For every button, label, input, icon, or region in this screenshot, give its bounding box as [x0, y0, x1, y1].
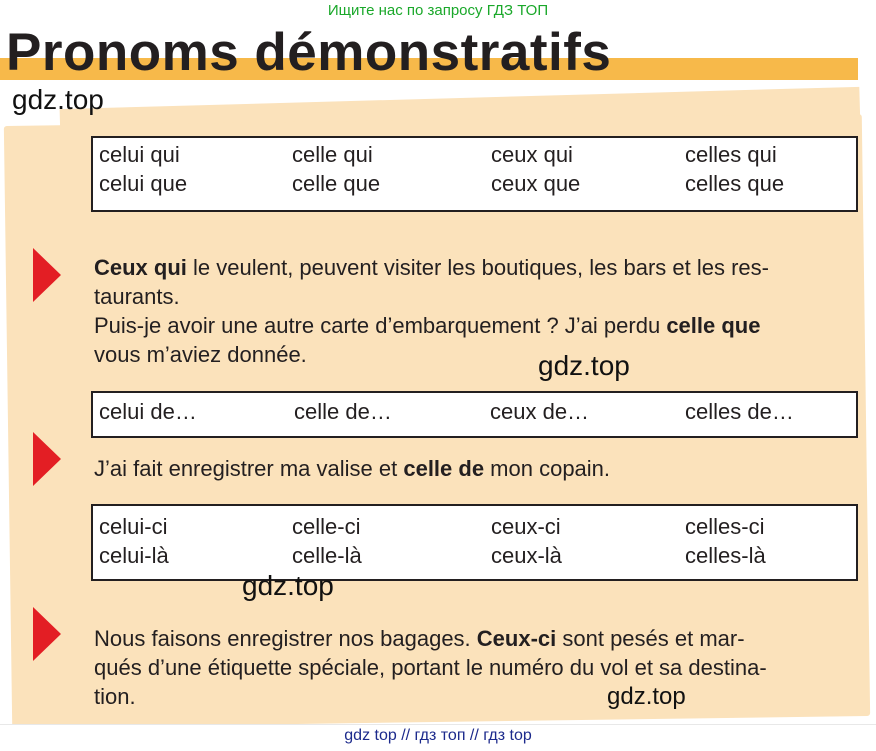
table-row	[93, 397, 856, 426]
table-cell: celles que	[685, 171, 785, 196]
table-cell: ceux qui	[491, 142, 573, 167]
table-cell: celle de…	[294, 399, 392, 424]
table-cell: celles qui	[685, 142, 777, 167]
highlight-pronoun: celle de	[403, 456, 485, 481]
table-cell: ceux-là	[491, 543, 562, 568]
example-line: vous m’aviez donnée.	[94, 342, 307, 367]
table-cell: celles de…	[685, 399, 794, 424]
table-row	[93, 541, 856, 570]
example-text: sont pesés et mar-	[556, 626, 745, 651]
table-cell: celui que	[99, 171, 188, 196]
example-line	[94, 311, 854, 340]
watermark: gdz.top	[607, 683, 686, 710]
table-cell: celui-là	[99, 543, 169, 568]
red-arrow-icon	[33, 607, 61, 661]
watermark: gdz.top	[12, 84, 104, 115]
table-cell: celui qui	[99, 142, 180, 167]
top-banner[interactable]: Ищите нас по запросу ГДЗ ТОП	[327, 2, 549, 19]
table-row	[93, 140, 856, 169]
table-cell: celle-ci	[292, 514, 361, 539]
pronoun-table-ci-la	[91, 504, 858, 581]
example-text: Nous faisons enregistrer nos bagages.	[94, 626, 477, 651]
red-arrow-icon	[33, 432, 61, 486]
example-line	[94, 624, 854, 653]
example-paragraph-2	[94, 454, 854, 483]
red-arrow-icon	[33, 248, 61, 302]
example-text: Puis-je avoir une autre carte d’embarquement ? J’ai perdu	[94, 313, 667, 338]
table-cell: celui-ci	[99, 514, 168, 539]
pronoun-table-qui-que	[91, 136, 858, 212]
table-cell: celles-ci	[685, 514, 765, 539]
example-line: tion.	[94, 684, 136, 709]
table-cell: ceux de…	[490, 399, 590, 424]
table-cell: celle-là	[292, 543, 362, 568]
example-text: J’ai fait enregistrer ma valise et	[94, 456, 404, 481]
highlight-pronoun: Ceux-ci	[476, 626, 557, 651]
example-text: mon copain.	[484, 456, 611, 481]
example-text: le veulent, peuvent visiter les boutiques, les bars et les res-	[186, 255, 769, 280]
table-cell: celui de…	[99, 399, 197, 424]
example-line	[94, 454, 854, 483]
table-cell: celle que	[292, 171, 381, 196]
watermark: gdz.top	[538, 350, 630, 381]
table-row	[93, 512, 856, 541]
example-line	[94, 253, 854, 282]
example-paragraph-3	[94, 624, 854, 711]
pronoun-table-de	[91, 391, 858, 438]
table-cell: celle qui	[292, 142, 373, 167]
page-title: Pronoms démonstratifs	[6, 23, 612, 82]
footer-links[interactable]: gdz top // гдз топ // гдз top	[0, 724, 876, 751]
highlight-pronoun: celle que	[666, 313, 761, 338]
watermark: gdz.top	[242, 570, 334, 601]
example-paragraph-1	[94, 253, 854, 369]
highlight-pronoun: Ceux qui	[94, 255, 187, 280]
example-line: taurants.	[94, 284, 180, 309]
example-line: qués d’une étiquette spéciale, portant le numéro du vol et sa destina-	[94, 655, 767, 680]
table-row	[93, 169, 856, 198]
table-cell: ceux-ci	[491, 514, 561, 539]
table-cell: ceux que	[491, 171, 581, 196]
table-cell: celles-là	[685, 543, 766, 568]
